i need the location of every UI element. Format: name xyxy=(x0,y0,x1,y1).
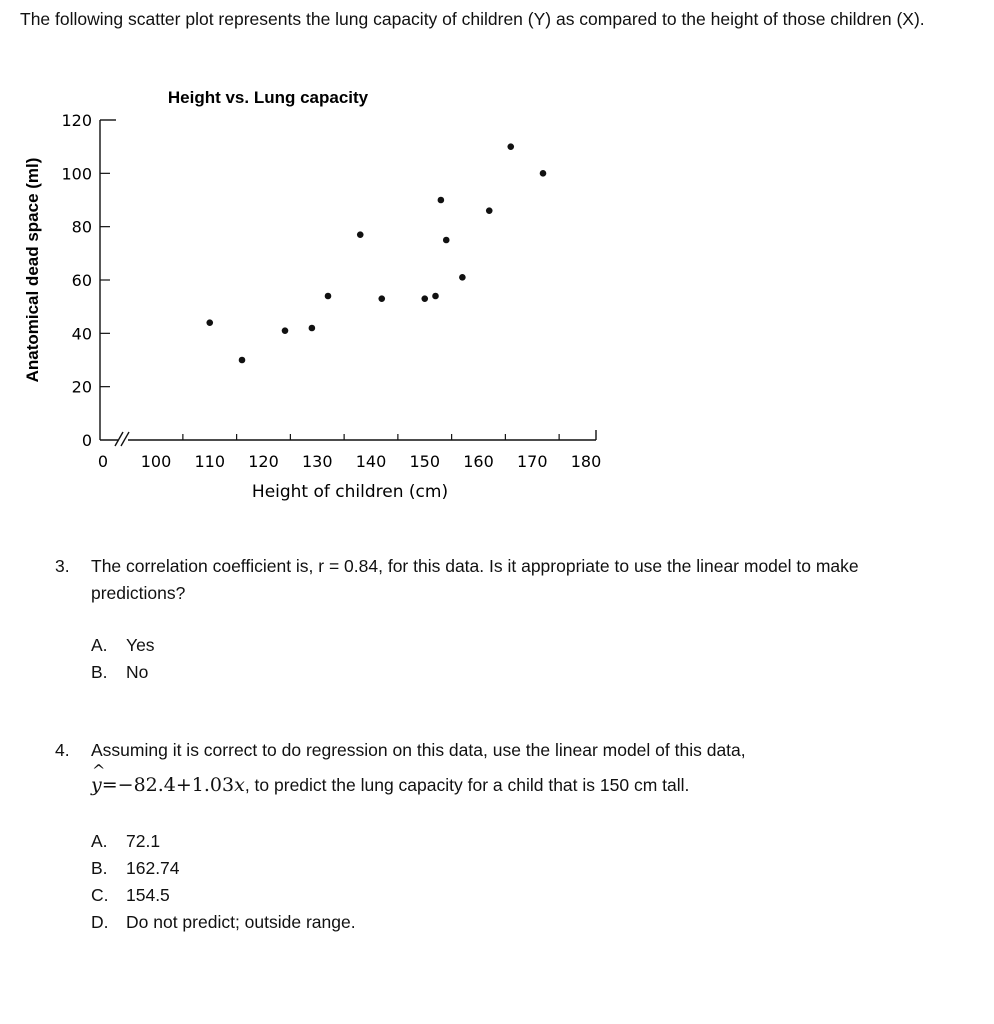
question-3-number: 3. xyxy=(55,556,70,576)
data-point xyxy=(239,357,246,364)
q4-option-b-letter: B. xyxy=(91,858,108,878)
question-4-number: 4. xyxy=(55,740,70,760)
q3-option-a-letter: A. xyxy=(91,635,108,655)
q3-option-b-text: No xyxy=(126,662,149,682)
q4-option-b[interactable] xyxy=(91,855,180,882)
data-point xyxy=(443,237,450,244)
q4-option-a[interactable] xyxy=(91,828,160,855)
x-tick-label: 150 xyxy=(409,452,441,471)
data-point xyxy=(378,295,385,302)
q4-option-c-text: 154.5 xyxy=(126,885,170,905)
data-point xyxy=(507,143,514,150)
intro-text: The following scatter plot represents the lung capacity of children (Y) as compared to the height of those children (X). xyxy=(20,9,925,29)
y-tick-label: 120 xyxy=(61,111,92,130)
q4-option-c[interactable] xyxy=(91,882,170,909)
x-tick-label: 180 xyxy=(570,452,602,471)
question-4-line1: Assuming it is correct to do regression on this data, use the linear model of this data, xyxy=(91,740,746,760)
data-point xyxy=(432,293,439,300)
y-tick-label: 80 xyxy=(71,217,92,237)
data-point xyxy=(421,295,428,302)
q3-option-a[interactable] xyxy=(91,632,155,659)
data-point xyxy=(540,170,547,177)
data-points xyxy=(206,143,546,363)
question-3 xyxy=(55,553,935,607)
q4-option-b-text: 162.74 xyxy=(126,858,180,878)
q4-option-d-letter: D. xyxy=(91,912,109,932)
question-4-line2 xyxy=(91,772,935,799)
y-tick-label: 60 xyxy=(71,271,92,290)
x-origin-label: 0 xyxy=(97,452,109,471)
q4-option-c-letter: C. xyxy=(91,885,109,905)
formula-rest: =−82.4+1.03 xyxy=(101,774,235,796)
data-point xyxy=(459,274,466,281)
q3-option-b-letter: B. xyxy=(91,662,108,682)
y-tick-label: 0 xyxy=(81,431,92,450)
y-tick-label: 40 xyxy=(71,324,92,344)
y-axis-label: Anatomical dead space (ml) xyxy=(23,157,42,383)
q4-option-a-letter: A. xyxy=(91,831,108,851)
data-point xyxy=(357,231,364,238)
question-3-text: The correlation coefficient is, r = 0.84, for this data. Is it appropriate to use the linear model to make predictions? xyxy=(91,556,859,603)
q4-option-d-text: Do not predict; outside range. xyxy=(126,912,356,932)
x-axis-label: Height of children (cm) xyxy=(251,482,449,502)
y-tick-label: 100 xyxy=(61,164,92,184)
data-point xyxy=(438,197,445,204)
x-tick-label: 140 xyxy=(355,452,387,471)
x-tick-label: 160 xyxy=(463,452,494,471)
question-4-line2-rest: , to predict the lung capacity for a child that is 150 cm tall. xyxy=(244,775,690,795)
chart-title: Height vs. Lung capacity xyxy=(167,88,369,107)
chart-axes xyxy=(100,120,596,446)
y-tick-label: 20 xyxy=(71,377,92,397)
data-point xyxy=(486,207,493,214)
q3-option-b[interactable] xyxy=(91,659,148,686)
regression-formula xyxy=(91,774,245,796)
x-tick-label: 110 xyxy=(194,452,226,471)
x-tick-label: 130 xyxy=(301,452,333,471)
x-tick-label: 170 xyxy=(516,452,548,471)
question-4 xyxy=(55,737,935,799)
x-tick-label: 120 xyxy=(248,452,279,471)
formula-x: x xyxy=(234,774,245,796)
data-point xyxy=(282,327,289,334)
q3-option-a-text: Yes xyxy=(126,635,155,655)
data-point xyxy=(325,293,332,300)
q4-option-a-text: 72.1 xyxy=(126,831,161,851)
data-point xyxy=(206,319,213,326)
formula-yhat: ^ y xyxy=(91,772,102,799)
data-point xyxy=(309,325,316,332)
x-tick-label: 100 xyxy=(140,452,172,471)
q4-option-d[interactable] xyxy=(91,909,356,936)
y-axis-ticks xyxy=(61,111,110,450)
